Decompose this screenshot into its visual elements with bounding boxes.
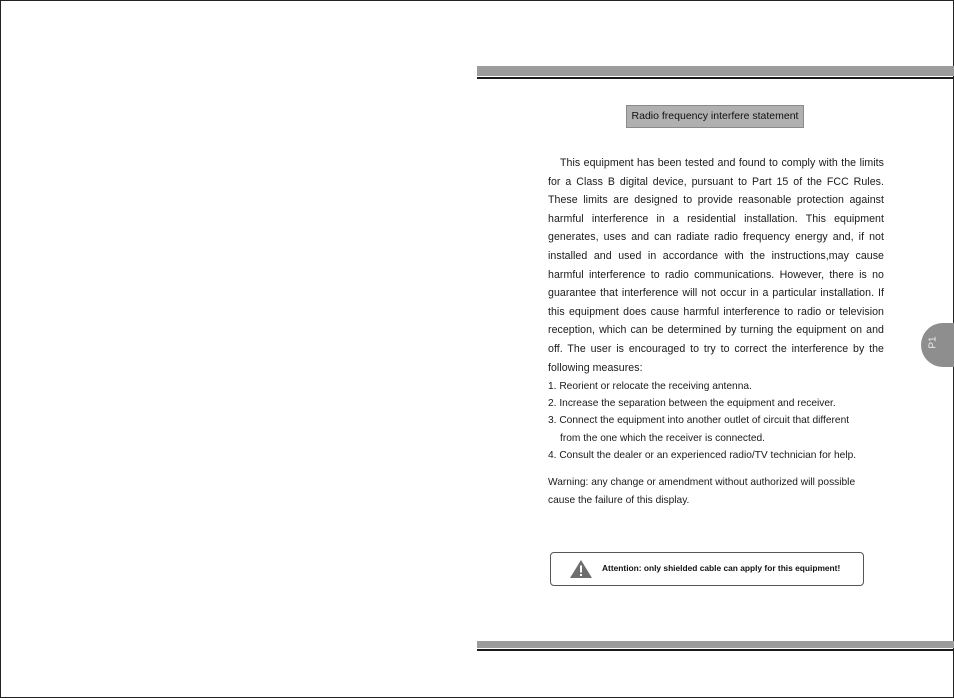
- warning-triangle-icon: [569, 559, 593, 579]
- measure-item-3-continued: from the one which the receiver is connected.: [560, 432, 765, 444]
- header-rule: [477, 66, 954, 76]
- measure-item-3: 3. Connect the equipment into another outlet of circuit that different: [548, 415, 850, 427]
- measure-item-2: 2. Increase the separation between the equipment and receiver.: [548, 398, 836, 410]
- measure-item-1: 1. Reorient or relocate the receiving antenna.: [548, 381, 752, 392]
- section-title: Radio frequency interfere statement: [626, 105, 804, 128]
- measures-list: [548, 378, 888, 464]
- attention-notice: [550, 552, 864, 586]
- statement-text: This equipment has been tested and found to comply with the limits for a Class B digital device, pursuant to Part 15 of the FCC Rules. These limits are designed to provide reasonable protection against harmful interference in a residential installation. This equipment generates, uses and can radiate radio frequency energy and, if not installed and used in accordance with the instructions,may cause harmful interference to radio communications. However, there is no guarantee that interference will not occur in a particular installation. If this equipment does cause harmful interference to radio or television reception, which can be determined by turning the equipment on and off. The user is encouraged to try to correct the interference by the following measures:: [548, 157, 884, 374]
- attention-text: Attention: only shielded cable can apply for this equipment!: [602, 563, 841, 573]
- footer-rule: [477, 641, 954, 648]
- measure-item-4: 4. Consult the dealer or an experienced radio/TV technician for help.: [548, 449, 857, 461]
- statement-paragraph: [548, 154, 884, 377]
- page-number: P1: [927, 336, 939, 349]
- warning-text: Warning: any change or amendment without authorized will possible cause the failure of this display.: [548, 477, 856, 506]
